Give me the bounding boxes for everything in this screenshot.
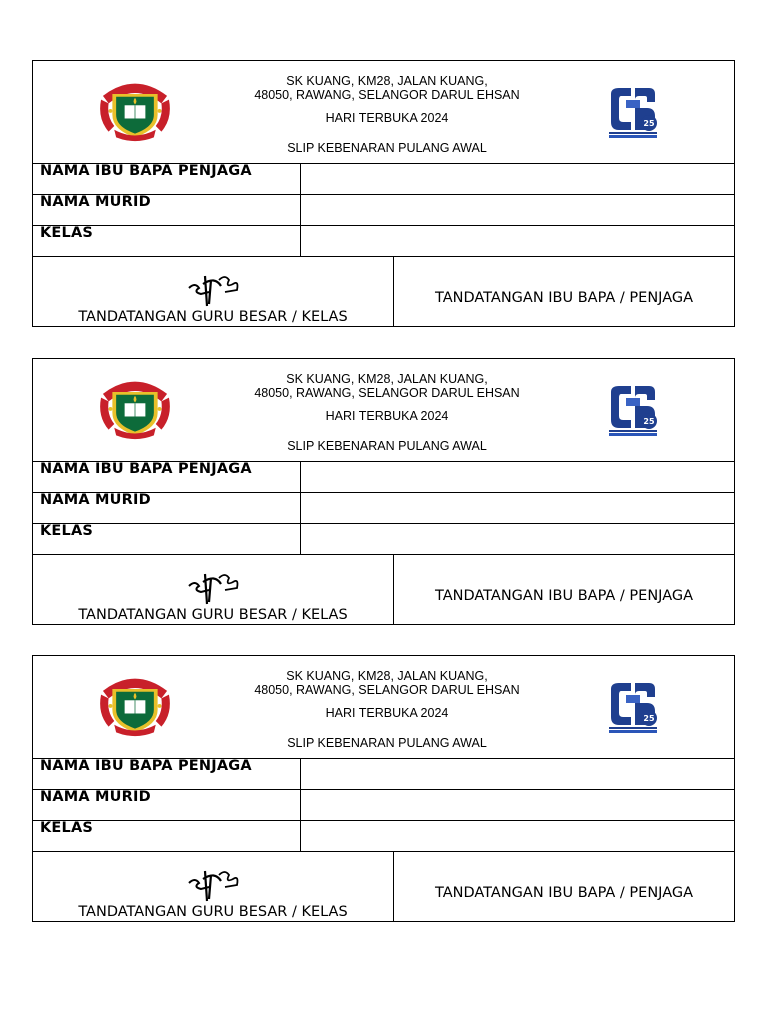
parent-signature-label: TANDATANGAN IBU BAPA / PENJAGA [434,885,694,901]
school-crest-icon [97,672,173,738]
address-line-1: SK KUANG, KM28, JALAN KUANG, [286,372,488,386]
school-address [183,669,591,697]
headmaster-signature-label: TANDATANGAN GURU BESAR / KELAS [78,607,348,623]
permission-slip [32,358,735,625]
address-line-2: 48050, RAWANG, SELANGOR DARUL EHSAN [254,386,520,400]
anniversary-25-logo-icon [605,84,661,140]
slip-title: SLIP KEBENARAN PULANG AWAL [287,141,487,155]
class-row [33,225,734,257]
address-line-2: 48050, RAWANG, SELANGOR DARUL EHSAN [254,683,520,697]
signature-area [33,851,734,921]
headmaster-signature-label: TANDATANGAN GURU BESAR / KELAS [78,904,348,920]
class-label: KELAS [40,523,94,539]
parent-name-label: NAMA IBU BAPA PENJAGA [40,461,252,477]
event-name: HARI TERBUKA 2024 [325,409,449,423]
headmaster-signature-icon [185,861,243,903]
student-name-row [33,789,734,821]
slip-header [33,359,734,462]
slip-header [33,61,734,164]
parent-signature-label: TANDATANGAN IBU BAPA / PENJAGA [434,588,694,604]
school-crest-icon [97,375,173,441]
student-name-label: NAMA MURID [40,789,151,805]
student-name-label: NAMA MURID [40,194,151,210]
school-address [183,372,591,400]
event-name: HARI TERBUKA 2024 [325,706,449,720]
slip-header [33,656,734,759]
event-name: HARI TERBUKA 2024 [325,111,449,125]
parent-signature-label: TANDATANGAN IBU BAPA / PENJAGA [434,290,694,306]
permission-slip [32,655,735,922]
address-line-1: SK KUANG, KM28, JALAN KUANG, [286,669,488,683]
headmaster-signature-icon [185,266,243,308]
parent-name-row [33,163,734,195]
headmaster-signature-icon [185,564,243,606]
address-line-1: SK KUANG, KM28, JALAN KUANG, [286,74,488,88]
signature-area [33,554,734,624]
slip-title: SLIP KEBENARAN PULANG AWAL [287,439,487,453]
student-name-row [33,194,734,226]
permission-slip [32,60,735,327]
parent-name-row [33,758,734,790]
class-label: KELAS [40,820,94,836]
slip-title: SLIP KEBENARAN PULANG AWAL [287,736,487,750]
anniversary-25-logo-icon [605,679,661,735]
parent-name-label: NAMA IBU BAPA PENJAGA [40,163,252,179]
student-name-label: NAMA MURID [40,492,151,508]
parent-name-row [33,461,734,493]
address-line-2: 48050, RAWANG, SELANGOR DARUL EHSAN [254,88,520,102]
anniversary-25-logo-icon [605,382,661,438]
headmaster-signature-label: TANDATANGAN GURU BESAR / KELAS [78,309,348,325]
signature-area [33,256,734,326]
school-crest-icon [97,77,173,143]
class-row [33,820,734,852]
parent-name-label: NAMA IBU BAPA PENJAGA [40,758,252,774]
class-label: KELAS [40,225,94,241]
class-row [33,523,734,555]
school-address [183,74,591,102]
student-name-row [33,492,734,524]
